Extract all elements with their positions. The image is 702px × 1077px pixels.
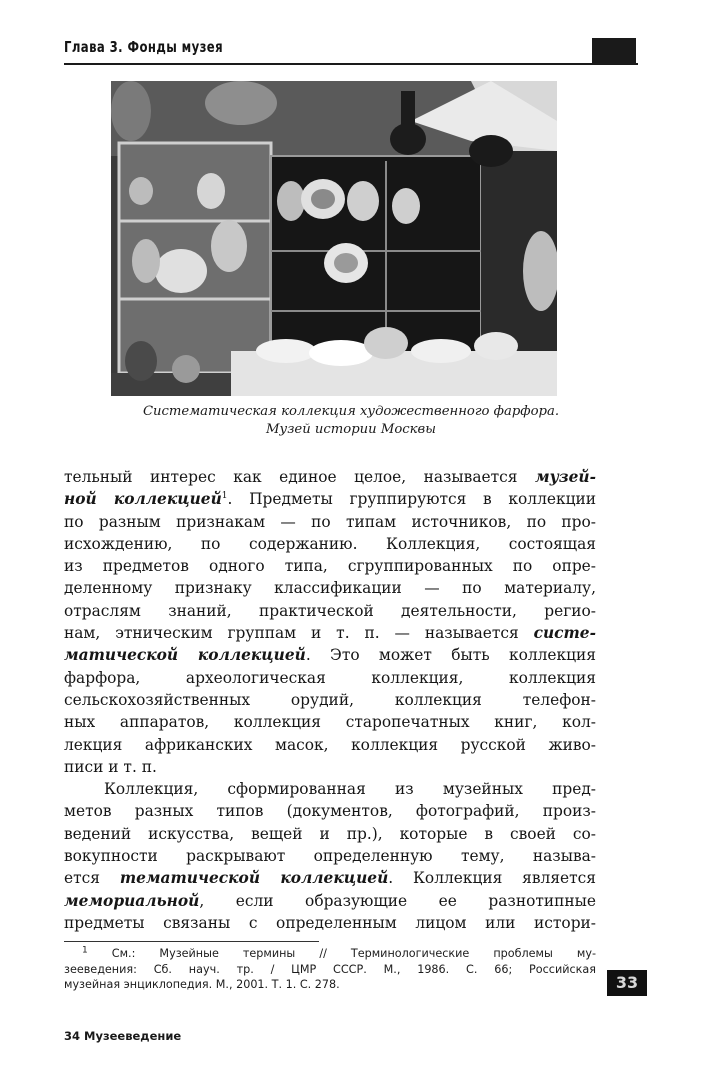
term-museum-collection: музей- [534, 468, 596, 486]
text-line: Коллекция, сформированная из музейных пред- [104, 780, 596, 799]
term-systematic-collection: матической коллекцией [64, 646, 306, 665]
footnote-rule [64, 941, 319, 942]
chapter-header: Глава 3. Фонды музея [64, 38, 224, 56]
text-line: матической коллекцией. Это может быть коллекция [64, 646, 596, 665]
header-marker-block [592, 38, 636, 64]
footnote-line: зееведения: Сб. науч. тр. / ЦМР СССР. М., 1986. С. 66; Российская [64, 962, 596, 976]
header-rule [64, 63, 638, 65]
caption-line-1: Систематическая коллекция художественного фарфора. [142, 404, 560, 419]
text-line: мемориальной, если образующие ее разнотипные [64, 891, 596, 910]
text-line: по разным признакам — по типам источников, по про- [64, 512, 596, 531]
text-line: вокупности раскрывают определенную тему, называ- [64, 847, 596, 866]
museum-photo [111, 81, 557, 396]
body-text [64, 466, 596, 934]
text-line: ется тематической коллекцией. Коллекция является [64, 869, 596, 888]
text-line: тельный интерес как единое целое, называется музей- [64, 468, 596, 486]
footnote-marker: 1 [82, 945, 88, 956]
text-line: фарфора, археологическая коллекция, коллекция [64, 668, 596, 687]
footnote [64, 946, 596, 993]
text-line: ведений искусства, вещей и пр.), которые в своей со- [64, 824, 596, 843]
text-line: писи и т. п. [64, 757, 157, 776]
figure-caption [64, 403, 638, 439]
term-thematic-collection: тематической коллекцией [119, 869, 389, 888]
footnote-ref: 1 [221, 491, 228, 502]
term-memorial: мемориальной [64, 891, 200, 910]
footnote-line: музейная энциклопедия. М., 2001. Т. 1. С. 278. [64, 978, 340, 991]
text-line: деленному признаку классификации — по материалу, [64, 579, 596, 598]
text-line: лекция африканских масок, коллекция русской живо- [64, 735, 596, 754]
text-line: нам, этническим группам и т. п. — называется систе- [64, 624, 596, 643]
term-museum-collection: ной коллекцией [64, 490, 222, 509]
text-line: метов разных типов (документов, фотографий, произ- [64, 802, 596, 821]
page-number-badge: 33 [607, 970, 647, 996]
text-line: отраслям знаний, практической деятельности, регио- [64, 601, 596, 620]
text-line: из предметов одного типа, сгруппированных по опре- [64, 557, 596, 576]
text-line: ных аппаратов, коллекция старопечатных книг, кол- [64, 713, 596, 732]
text-line: сельскохозяйственных орудий, коллекция телефон- [64, 690, 596, 709]
text-line: исхождению, по содержанию. Коллекция, состоящая [64, 534, 596, 553]
caption-line-2: Музей истории Москвы [266, 422, 436, 437]
term-systematic-collection: систе- [533, 624, 596, 643]
running-footer: 34 Музееведение [64, 1029, 182, 1043]
footnote-line: $^1$ См.: Музейные термины // Терминологические проблемы му- [82, 945, 596, 960]
text-line: ной коллекцией$^1$. Предметы группируются в коллекции [64, 490, 596, 509]
text-line: предметы связаны с определенным лицом или истори- [64, 913, 596, 932]
